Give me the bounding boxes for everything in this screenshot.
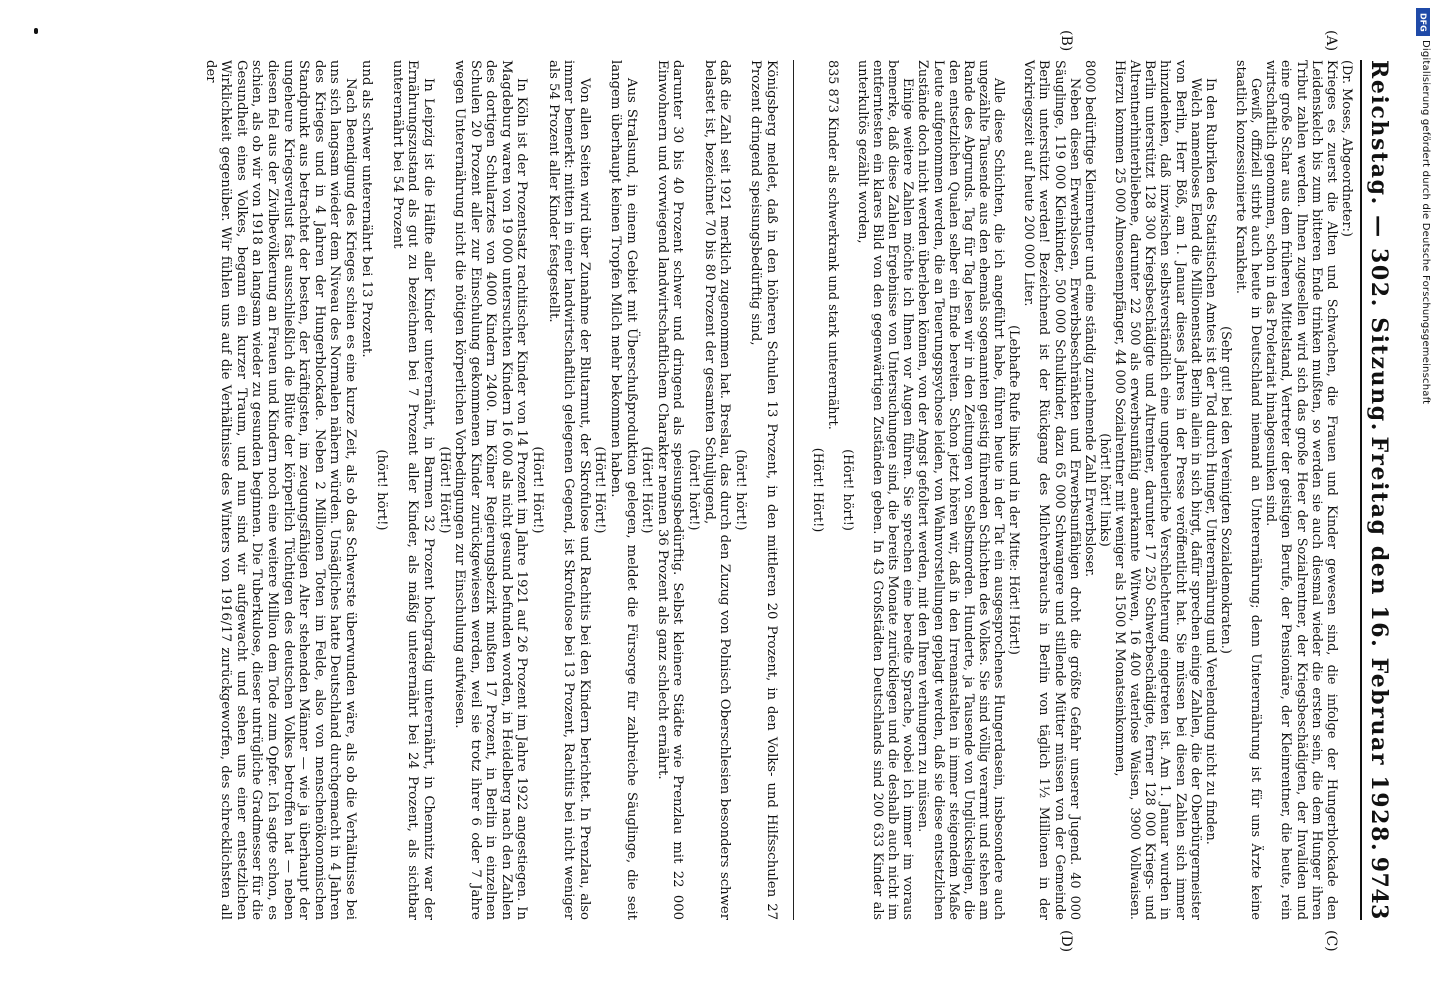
- interjection: (Hört! Hört!): [592, 446, 608, 534]
- header-rule: [1360, 60, 1362, 920]
- interjection: (Sehr gut! bei den Vereinigten Sozialdemokraten.): [1218, 326, 1233, 654]
- page-number: 9743: [1366, 856, 1392, 920]
- margin-marker-b: (B): [1058, 30, 1074, 52]
- header-date: Freitag den 16. Februar 1928.: [1366, 436, 1392, 853]
- funding-credit: Digitalisierung gefördert durch die Deutsche Forschungsgemeinschaft: [1420, 40, 1431, 405]
- paragraph: Aus Stralsund, in einem Gebiet mit Überschußproduktion gelegen, meldet die Fürsorge für zahlreiche Säuglinge, die seit langem überhaupt keinen Tropfen Milch mehr bekommen haben.: [608, 60, 639, 920]
- margin-marker-d: (D): [1058, 930, 1074, 953]
- column-divider: [793, 60, 794, 920]
- paragraph: Alle diese Schichten, die ich angeführt habe, führen heute in der Tat ein ausgesprochenes Hungerdasein, insbesondere auch ungezählte Tausende aus den ehemals sogenannten geistig führenden Schichten des Volkes. Sie sind völlig verarmt und stehen am Rande des Abgrunds. Tag für Tag lesen wir in den Zeitungen von Selbstmorden. Hunderte, ja Tausende von Unglückseligen, die den entsetzlichen Qualen selber ein Ende bereiten. Schon jetzt hören wir, daß in den Irrenanstalten in immer steigendem Maße Leute aufgenommen werden, die an Teuerungspsychose leiden, von Wahnvorstellungen geplagt werden, daß sie diese entsetzlichen Zustände doch nicht werden überleben können, von der Angst gefoltert werden, mit den Ihren verhungern zu müssen.: [915, 60, 1007, 920]
- paragraph: Von allen Seiten wird über Zunahme der Blutarmut, der Skrofulose und Rachitis bei den Kindern berichtet. In Prenzlau, also immer bemerkt: mitten in einer landwirtschaftlich gelegenen Gegend, ist Skrofulose bei 13 Prozent, Rachitis bei nicht weniger als 54 Prozent aller Kinder festgestellt.: [545, 60, 592, 920]
- paragraph: Welch namenloses Elend die Millionenstadt Berlin allein in sich birgt, dafür sprechen einige Zahlen, die der Oberbürgermeister von Berlin, Herr Böß, am 1. Januar dieses Jahres in der Presse veröffentlicht hat. Sie müssen bei diesen Zahlen sich immer hinzudenken, daß inzwischen selbstverständlich eine ungeheuerliche Verschlechterung eingetreten ist. Am 1. Januar wurden in Berlin unterstützt 128 300 Kriegsbeschädigte und Altrentner, darunter 17 250 Schwerbeschädigte, ferner 128 000 Kriegs- und Altrentnerhinterbliebene, darunter 22 500 als erwerbsunfähig anerkannte Witwen, 16 400 vaterlose Waisen, 3900 Vollwaisen. Hierzu kommen 25 000 Almosenempfänger, 44 000 Sozialrentner mit weniger als 1500 M Monatseinkommen,: [1112, 60, 1203, 920]
- interjection: (Hört! Hört!): [809, 447, 825, 533]
- paragraph: Neben diesen Erwerbslosen, Erwerbsbeschränkten und Erwerbsunfähigen droht die größte Gefahr unserer Jugend. 40 000 Säuglinge, 119 000 Kleinkinder, 500 000 Schulkinder, dazu 65 000 Schwangere und stillende Mütter müssen von der Gemeinde Berlin unterstützt werden! Bezeichnend ist der Rückgang des Milchverbrauchs in Berlin von täglich 1½ Millionen in der Vorkriegszeit auf heute 200 000 Liter.: [1021, 60, 1082, 920]
- speaker-label: (Dr. Moses, Abgeordneter:): [1339, 60, 1354, 237]
- paragraph: darunter 30 bis 40 Prozent schwer und dringend als speisungsbedürftig. Selbst kleinere Städte wie Prenzlau mit 22 000 Einwohnern und vorwiegend landwirtschaftlichem Charakter nennen 36 Prozent als ganz schlecht ernährt.: [654, 60, 686, 920]
- interjection: (hört! hört!): [374, 449, 390, 531]
- interjection: (hört! hört!): [686, 449, 702, 531]
- paragraph: 8000 bedürftige Kleinrentner und eine ständig zunehmende Zahl Erwerbsloser.: [1081, 60, 1097, 578]
- interjection: (hört! hört!): [732, 449, 748, 531]
- paragraph: daß die Zahl seit 1921 merklich zugenommen hat. Breslau, das durch den Zuzug von Polnisch Oberschlesien besonders schwer belastet ist, bezeichnet 70 bis 80 Prozent der gesamten Schuljugend,: [701, 60, 733, 920]
- paragraph: Krieges es zuerst die Alten und Schwachen, die Frauen und Kinder gewesen sind, die infolge der Hungerblockade den Leidenskelch bis zum bitteren Ende trinken mußten, so werden sie auch diesmal wieder die ersten sein, die dem Hunger ihren Tribut zahlen werden. Ihnen zugesellen wird sich das große Heer der Sozialrentner, der Kriegsbeschädigten, der Invaliden und eine große Schar aus dem früheren Mittelstand, Vertreter der geistigen Berufe, der Pensionäre, der Kleinrentner, die heute, rein wirtschaftlich genommen, schon in das Proletariat hinabgesunken sind.: [1263, 60, 1339, 920]
- paragraph: Gewiß, offiziell stirbt auch heute in Deutschland niemand an Unterernährung; denn Unterernährung ist für uns Ärzte keine staatlich konzessionierte Krankheit.: [1233, 60, 1264, 920]
- interjection: (Hört! Hört!): [530, 446, 546, 534]
- column-right: [89, 60, 779, 920]
- paragraph: und als schwer unterernährt bei 13 Prozent.: [358, 60, 374, 358]
- header-left: Reichstag. — 302. Sitzung.: [1366, 60, 1392, 432]
- paragraph: In den Rubriken des Statistischen Amtes ist der Tod durch Hunger, Unterernährung und Verelendung nicht zu finden.: [1202, 78, 1218, 845]
- paragraph: Einige weitere Zahlen möchte ich Ihnen vor Augen führen. Sie sprechen eine beredte Sprache, wobei ich immer im voraus bemerke, daß diese Zahlen Ergebnisse von Untersuchungen sind, die bereits Monate zurückliegen und die deshalb auch nicht im entferntesten ein klares Bild von den gegenwärtigen Zuständen geben. In 43 Großstädten Deutschlands sind 200 633 Kinder als unterkultös gezählt worden,: [855, 60, 916, 920]
- margin-marker-c: (C): [1323, 930, 1339, 952]
- interjection: (Lebhafte Rufe links und in der Mitte: Hört! Hört!): [1006, 325, 1022, 655]
- paragraph: Nach Beendigung des Krieges schien es eine kurze Zeit, als ob das Schwerste überwunden wäre, als ob die Verhältnisse bei uns sich langsam wieder dem Niveau des Normalen nähern würden. Unsägliches hatte Deutschland durchgemacht in 4 Jahren des Krieges und in 4 Jahren der Hungerblockade. Neben 2 Millionen Toten im Felde, also von menschenökonomischen Standpunkt aus betrachtet der besten, der kräftigsten, im zeugungsfähigen Alter stehenden Männer — wie ja überhaupt der ungeheure Kriegsverlust fast ausschließlich die Blüte der körperlich Tüchtigen des deutschen Volkes betroffen hat — neben diesen fiel aus der Zivilbevölkerung an Frauen und Kindern noch eine weitere Million dem Tode zum Opfer. Ich sagte schon, es schien, als ob wir von 1918 an langsam wieder zu gesunden beginnen. Die Tuberkulose, dieser untrügliche Gradmesser für die Gesundheit eines Volkes, begann ein kurzer Traum, und nun sind wir aufgewacht und sehen uns einer entsetzlichen Wirklichkeit gegenüber. Wir fühlen uns auf die Verhältnisse des Winters von 1916/17 zurückgeworfen, des schrecklichsten all der: [202, 60, 358, 920]
- paragraph: In Köln ist der Prozentsatz rachitischer Kinder von 14 Prozent im Jahre 1921 auf 26 Prozent im Jahre 1922 angestiegen. In Magdeburg waren von 19 000 untersuchten Kindern 16 000 als nicht gesund befunden worden, in Heidelberg nach den Zahlen des dortigen Schularztes von 4000 Kindern 2400. Im Kölner Regierungsbezirk mußten 17 Prozent, in Berlin in einzelnen Schulen 20 Prozent aller zur Einschulung gekommenen Kinder zurückgewiesen werden, weil sie trotz ihrer 6 oder 7 Jahre wegen Unterernährung nicht die nötigen körperlichen Vorbedingungen zur Einschulung aufwiesen.: [452, 60, 530, 920]
- margin-marker-a: (A): [1323, 30, 1339, 52]
- paragraph: Königsberg meldet, daß in den höheren Schulen 13 Prozent, in den mittleren 20 Prozent, in den Volks- und Hilfsschulen 27 Prozent dringend speisungsbedürftig sind,: [748, 60, 779, 920]
- interjection: (Hört! Hört!): [639, 446, 655, 534]
- interjection: (hört! hört! links): [1097, 433, 1112, 547]
- dfg-logo: DFG: [1416, 8, 1430, 36]
- interjection: (Hört! hört!): [839, 449, 855, 531]
- interjection: (Hört! Hört!): [436, 446, 452, 534]
- page-header: [1364, 60, 1394, 920]
- paragraph: 835 873 Kinder als schwerkrank und stark unterernährt.: [824, 60, 840, 430]
- paragraph: In Leipzig ist die Hälfte aller Kinder unterernährt, in Barmen 32 Prozent hochgradig unterernährt, in Chemnitz war der Ernährungszustand als gut zu bezeichnen bei 7 Prozent aller Kinder, als mäßig unterernährt bei 24 Prozent, als sichtbar unterernährt bei 54 Prozent: [389, 60, 436, 920]
- column-left: [804, 60, 1354, 920]
